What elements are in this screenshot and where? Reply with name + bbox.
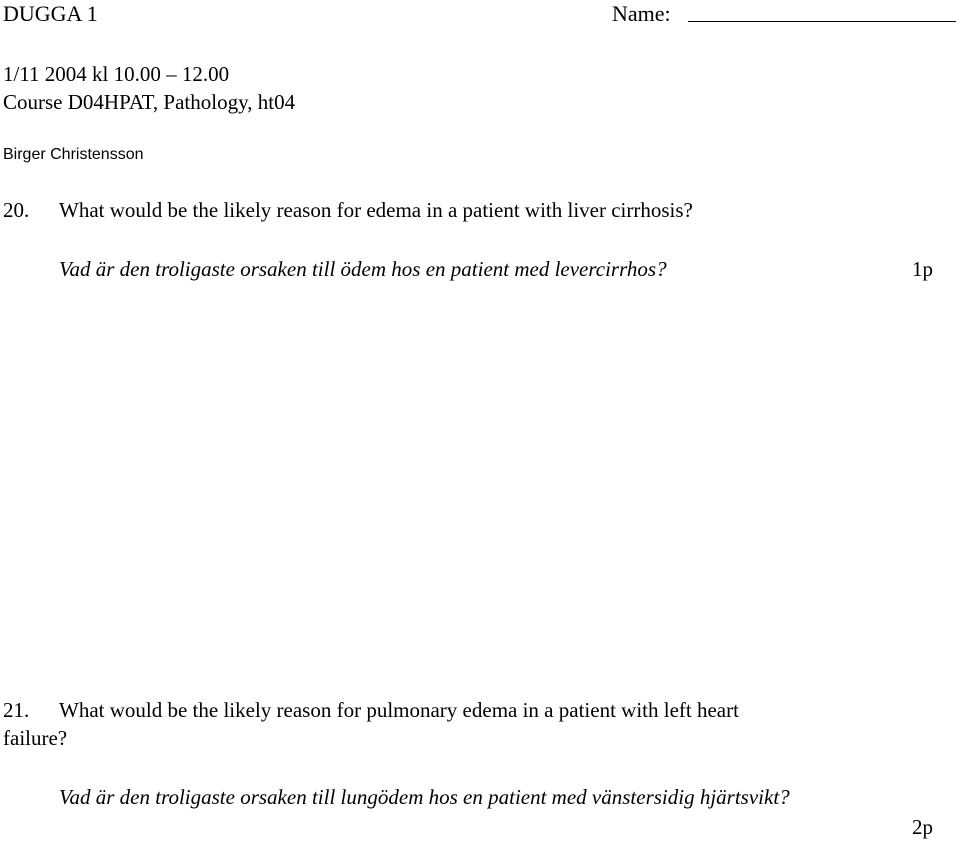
- question-number: 21.: [3, 698, 30, 722]
- name-label: Name:: [612, 1, 671, 26]
- course-info: Course D04HPAT, Pathology, ht04: [3, 90, 296, 114]
- name-field-line[interactable]: [688, 21, 956, 22]
- question-text-swedish: Vad är den troligaste orsaken till ödem hos en patient med levercirrhos?: [59, 257, 667, 281]
- question-text-english-line1: What would be the likely reason for pulmonary edema in a patient with left heart: [59, 698, 739, 722]
- question-points: 1p: [912, 257, 933, 281]
- question-points: 2p: [912, 815, 933, 839]
- question-text-english-line2: failure?: [3, 726, 68, 750]
- question-text-swedish: Vad är den troligaste orsaken till lungödem hos en patient med vänstersidig hjärtsvikt?: [59, 785, 790, 809]
- exam-date: 1/11 2004 kl 10.00 – 12.00: [3, 62, 230, 86]
- author-name: Birger Christensson: [3, 146, 144, 163]
- question-text-english: What would be the likely reason for edema in a patient with liver cirrhosis?: [59, 198, 693, 222]
- document-title: DUGGA 1: [3, 1, 98, 26]
- question-number: 20.: [3, 198, 30, 222]
